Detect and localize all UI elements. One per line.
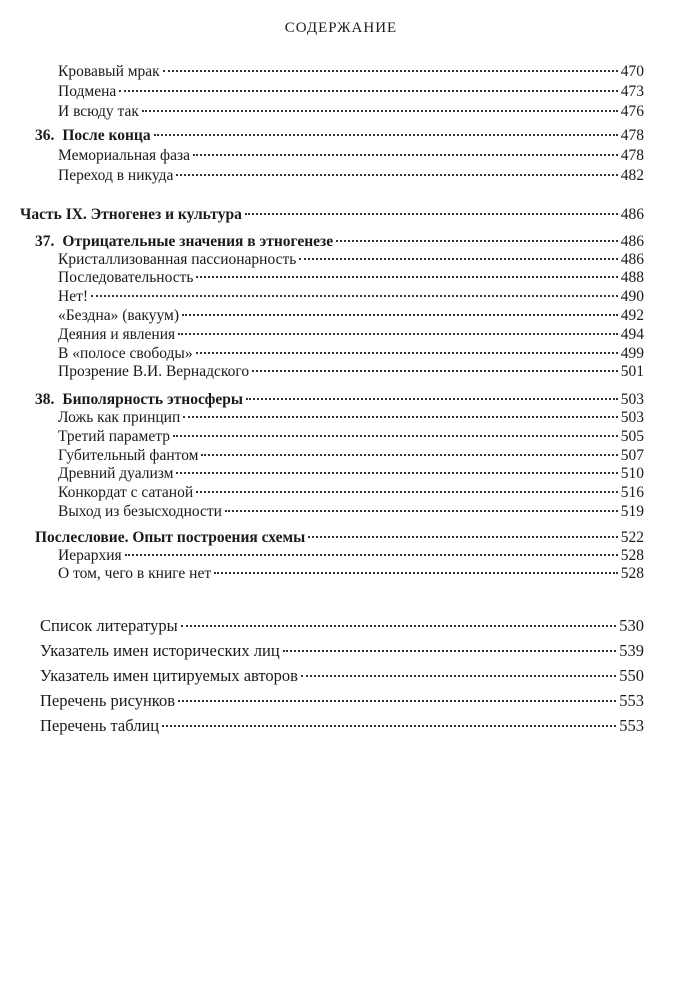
toc-entry-page: 503 — [620, 391, 644, 408]
toc-back-matter[interactable] — [40, 691, 644, 711]
leader-dots — [245, 213, 618, 215]
toc-entry-title: Губительный фантом — [58, 447, 199, 464]
toc-entry[interactable] — [58, 344, 644, 364]
toc-entry-page: 486 — [620, 233, 644, 250]
toc-entry-page: 478 — [620, 147, 644, 164]
toc-entry[interactable] — [58, 146, 644, 166]
toc-entry-page: 516 — [620, 484, 644, 501]
toc-entry-title: Древний дуализм — [58, 465, 174, 482]
leader-dots — [336, 240, 618, 242]
toc-chapter[interactable] — [35, 390, 644, 410]
toc-entry[interactable] — [58, 62, 644, 82]
toc-entry-page: 473 — [620, 83, 644, 100]
leader-dots — [252, 370, 618, 372]
toc-entry-title: Часть IX. Этногенез и культура — [20, 206, 242, 223]
leader-dots — [283, 650, 617, 652]
toc-entry[interactable] — [58, 268, 644, 288]
toc-entry-title: Переход в никуда — [58, 167, 174, 184]
toc-entry-title: Кровавый мрак — [58, 63, 160, 80]
toc-entry-title: Ложь как принцип — [58, 409, 181, 426]
toc-entry-title: И всюду так — [58, 103, 139, 120]
toc-entry[interactable] — [58, 325, 644, 345]
toc-entry-page: 478 — [620, 127, 644, 144]
toc-chapter[interactable] — [35, 232, 644, 252]
toc-entry-page: 550 — [619, 666, 644, 685]
leader-dots — [225, 510, 618, 512]
toc-entry-title: Список литературы — [40, 616, 178, 635]
toc-entry[interactable] — [58, 102, 644, 122]
toc-entry[interactable] — [58, 446, 644, 466]
toc-entry-page: 492 — [620, 307, 644, 324]
leader-dots — [308, 536, 618, 538]
toc-entry-page: 553 — [619, 691, 644, 710]
toc-entry[interactable] — [58, 362, 644, 382]
leader-dots — [299, 258, 617, 260]
leader-dots — [178, 700, 616, 702]
toc-entry-title: Нет! — [58, 288, 89, 305]
toc-entry-page: 490 — [620, 288, 644, 305]
toc-entry-page: 510 — [620, 465, 644, 482]
toc-back-matter[interactable] — [40, 616, 644, 636]
leader-dots — [163, 70, 618, 72]
page-header: СОДЕРЖАНИЕ — [284, 20, 398, 36]
toc-entry-title: Мемориальная фаза — [58, 147, 190, 164]
leader-dots — [176, 472, 617, 474]
toc-entry-title: Отрицательные значения в этногенезе — [62, 233, 334, 250]
toc-entry-page: 494 — [620, 326, 644, 343]
toc-entry[interactable] — [58, 408, 644, 428]
toc-entry-page: 522 — [620, 529, 644, 546]
toc-entry-page: 528 — [620, 565, 644, 582]
toc-entry-page: 470 — [620, 63, 644, 80]
toc-entry[interactable] — [58, 483, 644, 503]
leader-dots — [214, 572, 618, 574]
toc-entry-title: О том, чего в книге нет — [58, 565, 212, 582]
toc-entry-page: 553 — [619, 716, 644, 735]
toc-entry-title: Указатель имен исторических лиц — [40, 641, 280, 660]
toc-entry-page: 528 — [620, 547, 644, 564]
toc-entry-page: 503 — [620, 409, 644, 426]
toc-entry[interactable] — [58, 82, 644, 102]
toc-entry-title: В «полосе свободы» — [58, 345, 193, 362]
toc-entry[interactable] — [58, 250, 644, 270]
toc-entry[interactable] — [58, 166, 644, 186]
toc-entry-title: После конца — [62, 127, 151, 144]
toc-entry-page: 519 — [620, 503, 644, 520]
leader-dots — [246, 398, 618, 400]
leader-dots — [183, 416, 618, 418]
toc-entry[interactable] — [58, 464, 644, 484]
toc-entry[interactable] — [58, 427, 644, 447]
toc-entry-title: Иерархия — [58, 547, 122, 564]
toc-entry-title: Послесловие. Опыт построения схемы — [35, 529, 306, 546]
leader-dots — [196, 276, 617, 278]
leader-dots — [181, 625, 617, 627]
toc-entry-page: 488 — [620, 269, 644, 286]
toc-entry-title: Перечень рисунков — [40, 691, 175, 710]
leader-dots — [182, 314, 618, 316]
toc-entry-title: Подмена — [58, 83, 117, 100]
toc-entry-page: 539 — [619, 641, 644, 660]
leader-dots — [178, 333, 618, 335]
leader-dots — [196, 352, 618, 354]
toc-entry-title: Перечень таблиц — [40, 716, 160, 735]
toc-entry-title: «Бездна» (вакуум) — [58, 307, 179, 324]
leader-dots — [142, 110, 618, 112]
leader-dots — [193, 154, 618, 156]
chapter-number: 38. — [35, 391, 55, 408]
toc-entry-title: Прозрение В.И. Вернадского — [58, 363, 250, 380]
toc-chapter[interactable] — [35, 126, 644, 146]
leader-dots — [301, 675, 616, 677]
leader-dots — [125, 554, 618, 556]
toc-back-matter[interactable] — [40, 716, 644, 736]
toc-entry-title: Кристаллизованная пассионарность — [58, 251, 297, 268]
toc-entry-page: 486 — [620, 251, 644, 268]
chapter-number: 36. — [35, 127, 55, 144]
leader-dots — [119, 90, 618, 92]
toc-entry-page: 476 — [620, 103, 644, 120]
toc-entry-title: Третий параметр — [58, 428, 170, 445]
toc-entry-page: 507 — [620, 447, 644, 464]
leader-dots — [173, 435, 618, 437]
toc-entry-title: Указатель имен цитируемых авторов — [40, 666, 298, 685]
toc-entry-page: 505 — [620, 428, 644, 445]
leader-dots — [176, 174, 617, 176]
toc-afterword[interactable] — [35, 528, 644, 548]
leader-dots — [154, 134, 618, 136]
toc-entry[interactable] — [58, 546, 644, 566]
toc-entry[interactable] — [58, 287, 644, 307]
chapter-number: 37. — [35, 233, 55, 250]
leader-dots — [91, 295, 618, 297]
toc-entry-page: 499 — [620, 345, 644, 362]
toc-back-matter[interactable] — [40, 641, 644, 661]
leader-dots — [201, 454, 617, 456]
toc-entry[interactable] — [58, 564, 644, 584]
toc-entry-page: 501 — [620, 363, 644, 380]
toc-entry[interactable] — [58, 306, 644, 326]
toc-entry-title: Выход из безысходности — [58, 503, 222, 520]
toc-entry-page: 482 — [620, 167, 644, 184]
toc-entry[interactable] — [58, 502, 644, 522]
toc-entry-title: Деяния и явления — [58, 326, 176, 343]
toc-entry-page: 486 — [620, 206, 644, 223]
toc-entry-title: Биполярность этносферы — [62, 391, 243, 408]
toc-entry-title: Конкордат с сатаной — [58, 484, 194, 501]
leader-dots — [196, 491, 618, 493]
toc-part[interactable] — [20, 205, 644, 225]
toc-entry-page: 530 — [619, 616, 644, 635]
toc-back-matter[interactable] — [40, 666, 644, 686]
toc-entry-title: Последовательность — [58, 269, 194, 286]
leader-dots — [162, 725, 616, 727]
